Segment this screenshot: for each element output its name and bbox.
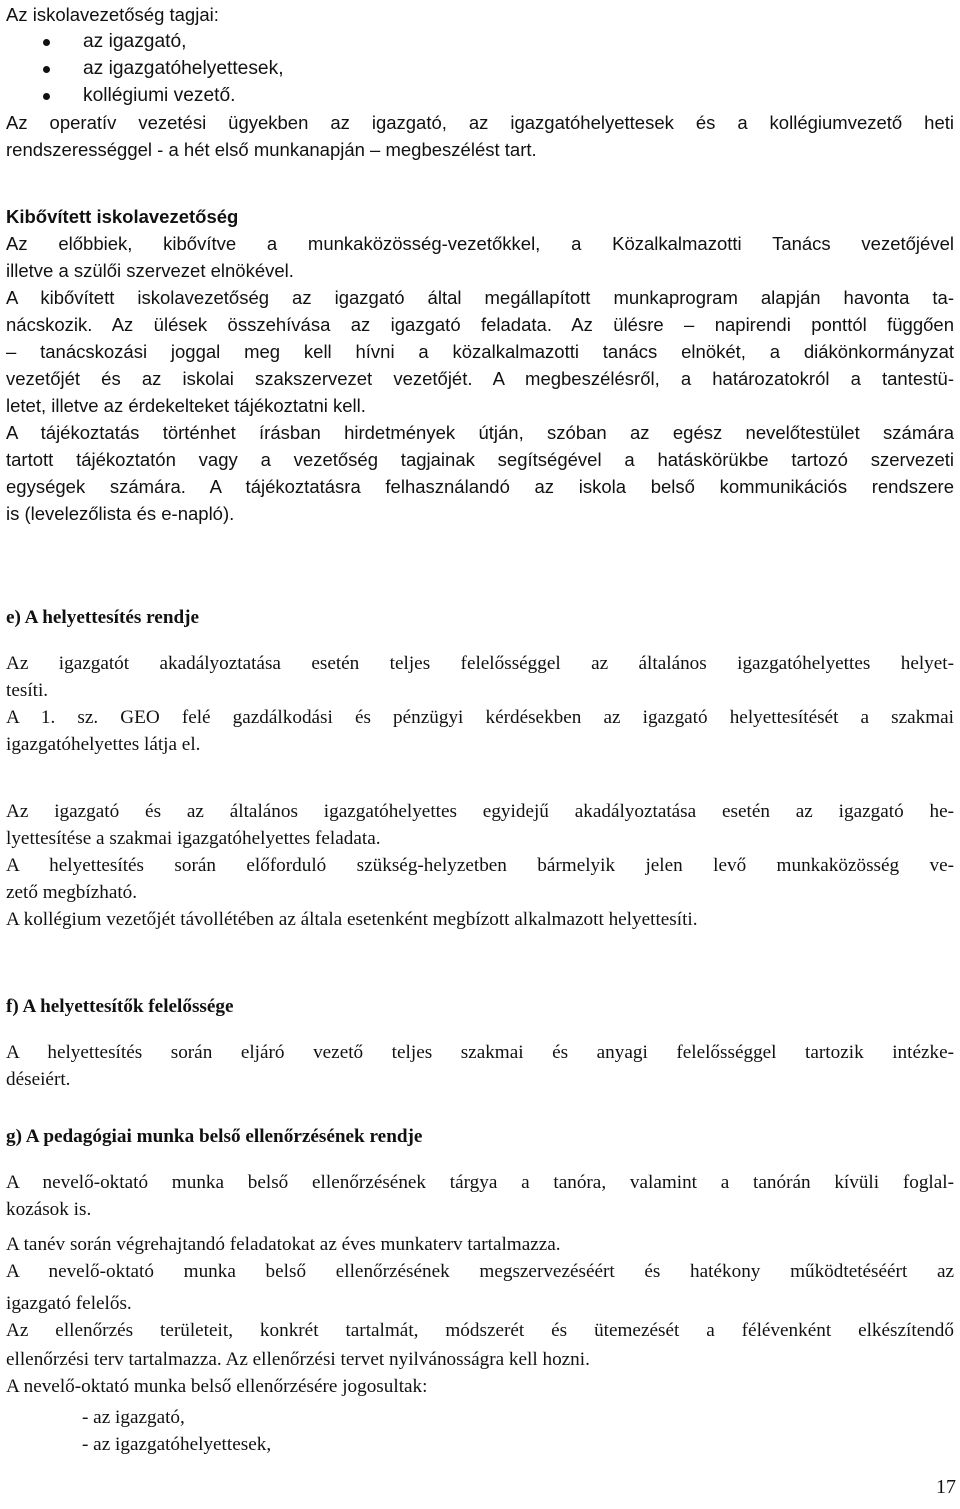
paragraph-line: A nevelő-oktató munka belső ellenőrzésének megszervezéséért és hatékony működtetéséért az: [6, 1261, 954, 1282]
section-heading: f) A helyettesítők felelőssége: [6, 996, 234, 1017]
paragraph-line: letet, illetve az érdekelteket tájékoztatni kell.: [6, 395, 366, 416]
paragraph-line: illetve a szülői szervezet elnökével.: [6, 260, 294, 281]
paragraph-line: Az igazgatót akadályoztatása esetén teljes felelősséggel az általános igazgatóhelyettes helyet-: [6, 653, 954, 674]
paragraph-line: Az operatív vezetési ügyekben az igazgató, az igazgatóhelyettesek és a kollégiumvezető heti: [6, 112, 954, 133]
section-heading: Kibővített iskolavezetőség: [6, 206, 239, 227]
paragraph-line: tartott tájékoztatón vagy a vezetőség tagjainak segítségével a hatáskörükbe tartozó szervezeti: [6, 449, 954, 470]
list-item: - az igazgatóhelyettesek,: [82, 1434, 272, 1455]
section-heading: g) A pedagógiai munka belső ellenőrzésének rendje: [6, 1126, 423, 1147]
paragraph-line: tesíti.: [6, 680, 49, 701]
paragraph-line: Az igazgató és az általános igazgatóhelyettes egyidejű akadályoztatása esetén az igazgató he-: [6, 801, 954, 822]
paragraph-line: rendszerességgel - a hét első munkanapján – megbeszélést tart.: [6, 139, 537, 160]
paragraph-line: is (levelezőlista és e-napló).: [6, 503, 235, 524]
paragraph-line: A helyettesítés során előforduló szükség-helyzetben bármelyik jelen levő munkaközösség ve-: [6, 855, 954, 876]
paragraph-line: A helyettesítés során eljáró vezető teljes szakmai és anyagi felelősséggel tartozik intézke-: [6, 1042, 954, 1063]
paragraph-line: egységek számára. A tájékoztatásra felhasználandó az iskola belső kommunikációs rendszere: [6, 476, 954, 497]
paragraph-line: A kollégium vezetőjét távollétében az általa esetenként megbízott alkalmazott helyettesíti.: [6, 909, 698, 930]
paragraph-line: – tanácskozási joggal meg kell hívni a közalkalmazotti tanács elnökét, a diákönkormányzat: [6, 341, 954, 362]
paragraph-line: A kibővített iskolavezetőség az igazgató által megállapított munkaprogram alapján havonta ta-: [6, 287, 954, 308]
bullet-icon: [43, 39, 50, 46]
paragraph-line: zető megbízható.: [6, 882, 138, 903]
bullet-icon: [43, 93, 50, 100]
paragraph-line: vezetőjét és az iskolai szakszervezet vezetőjét. A megbeszélésről, a határozatokról a tantestü-: [6, 368, 954, 389]
paragraph-line: nácskozik. Az ülések összehívása az igazgató feladata. Az ülésre – napirendi ponttól függően: [6, 314, 954, 335]
paragraph-line: A tájékoztatás történhet írásban hirdetmények útján, szóban az egész nevelőtestület számára: [6, 422, 954, 443]
list-item: - az igazgató,: [82, 1407, 185, 1428]
paragraph-line: A nevelő-oktató munka belső ellenőrzésére jogosultak:: [6, 1376, 428, 1397]
paragraph-line: igazgatóhelyettes látja el.: [6, 734, 201, 755]
section-heading: e) A helyettesítés rendje: [6, 607, 200, 628]
paragraph-line: A tanév során végrehajtandó feladatokat az éves munkaterv tartalmazza.: [6, 1234, 561, 1255]
paragraph-line: ellenőrzési terv tartalmazza. Az ellenőrzési tervet nyilvánosságra kell hozni.: [6, 1349, 590, 1370]
paragraph-line: kozások is.: [6, 1199, 92, 1220]
paragraph-line: déseiért.: [6, 1069, 71, 1090]
paragraph-line: igazgató felelős.: [6, 1293, 132, 1314]
paragraph-line: Az előbbiek, kibővítve a munkaközösség-vezetőkkel, a Közalkalmazotti Tanács vezetőjével: [6, 233, 954, 254]
paragraph-line: A 1. sz. GEO felé gazdálkodási és pénzügyi kérdésekben az igazgató helyettesítését a szakmai: [6, 707, 954, 728]
page-number: 17: [936, 1476, 956, 1498]
paragraph-line: A nevelő-oktató munka belső ellenőrzésének tárgya a tanóra, valamint a tanórán kívüli foglal-: [6, 1172, 954, 1193]
bullet-icon: [43, 66, 50, 73]
paragraph-line: Az ellenőrzés területeit, konkrét tartalmát, módszerét és ütemezését a félévenként elkészítendő: [6, 1320, 954, 1341]
paragraph-line: lyettesítése a szakmai igazgatóhelyettes feladata.: [6, 828, 381, 849]
board-members-title: Az iskolavezetőség tagjai:: [6, 4, 219, 25]
